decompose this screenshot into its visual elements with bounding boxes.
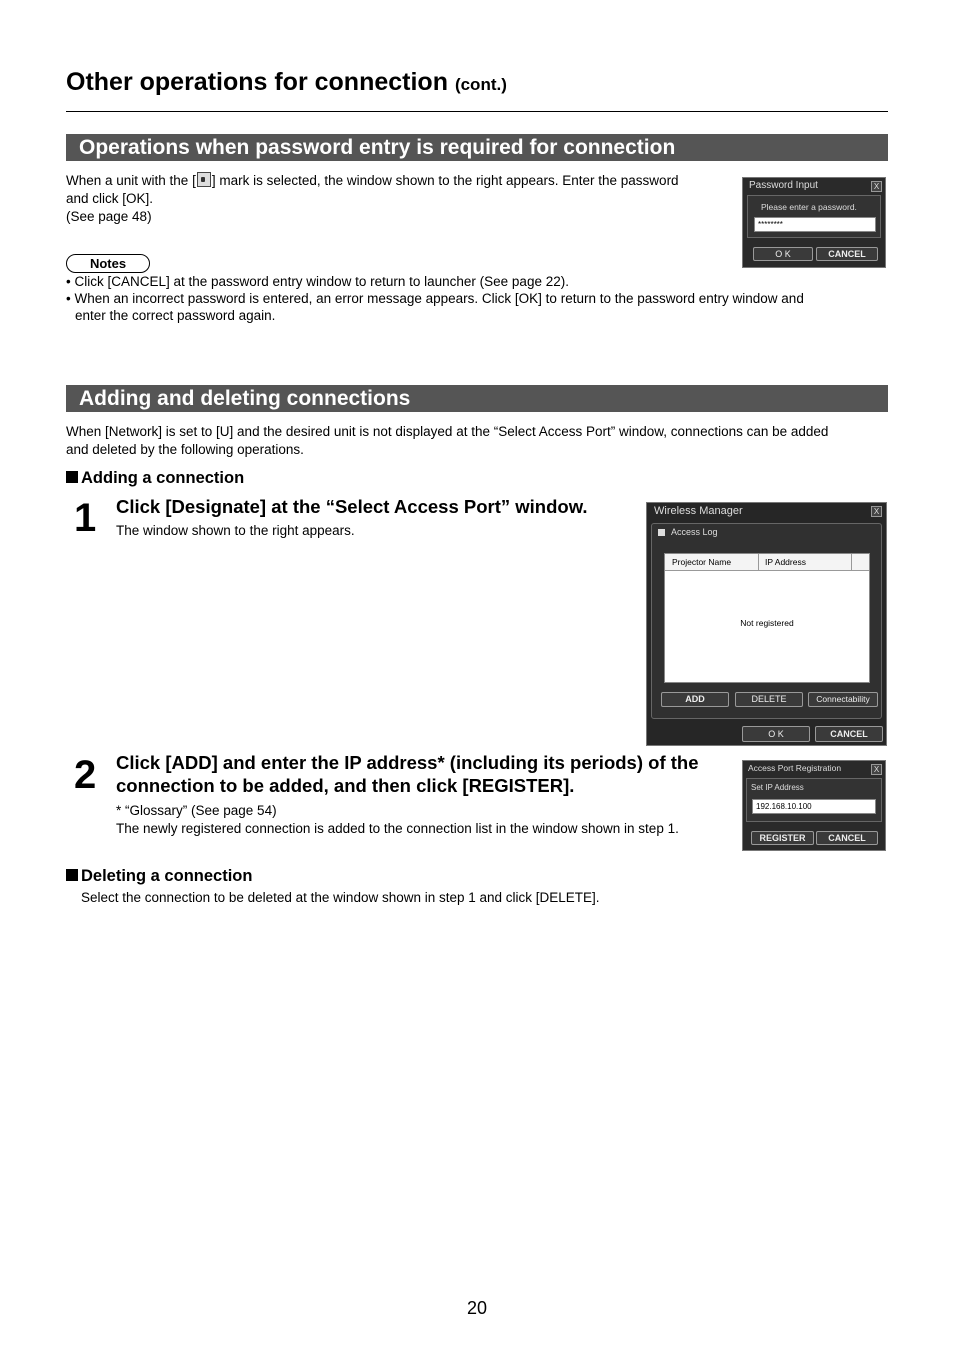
password-prompt: Please enter a password. xyxy=(761,202,857,212)
step-2-title xyxy=(116,751,736,797)
step-1-number: 1 xyxy=(74,496,97,540)
password-intro xyxy=(66,172,726,226)
page-number: 20 xyxy=(466,1298,488,1318)
password-field[interactable]: ******** xyxy=(754,217,876,232)
note-item: • When an incorrect password is entered, an error message appears. Click [OK] to return to the password entry window and xyxy=(66,291,804,306)
step-2-footnote: * “Glossary” (See page 54) xyxy=(116,803,277,818)
lock-icon xyxy=(197,172,211,187)
deleting-text: Select the connection to be deleted at the window shown in step 1 and click [DELETE]. xyxy=(81,890,600,905)
square-bullet-icon xyxy=(66,869,78,881)
registration-window-close-icon[interactable]: X xyxy=(871,764,882,775)
connection-list xyxy=(664,553,870,683)
password-window-panel xyxy=(747,195,881,238)
registration-window-title: Access Port Registration xyxy=(748,763,842,773)
wireless-cancel-button[interactable]: CANCEL xyxy=(815,726,883,742)
ip-address-field[interactable]: 192.168.10.100 xyxy=(752,799,876,814)
section-heading-connections: Adding and deleting connections xyxy=(66,385,888,412)
step-1-text: The window shown to the right appears. xyxy=(116,523,355,538)
password-intro-line2: and click [OK]. xyxy=(66,191,154,206)
password-intro-line3: (See page 48) xyxy=(66,209,152,224)
page-title-suffix: (cont.) xyxy=(454,75,507,94)
password-intro-line1: When a unit with the [ ] mark is selected, the window shown to the right appears. Enter the password xyxy=(66,173,679,188)
wireless-window-title: Wireless Manager xyxy=(654,505,743,517)
tab-access-log[interactable]: Access Log xyxy=(671,527,718,537)
wireless-window-close-icon[interactable]: X xyxy=(871,506,882,517)
column-divider xyxy=(758,554,759,570)
password-cancel-button[interactable]: CANCEL xyxy=(816,247,878,261)
step-2-number: 2 xyxy=(74,753,97,797)
password-ok-button[interactable]: O K xyxy=(753,247,813,261)
connections-intro-line1: When [Network] is set to [U] and the desired unit is not displayed at the “Select Access Port” window, connections can be added xyxy=(66,424,829,439)
password-window-title: Password Input xyxy=(749,180,818,191)
access-port-registration-window xyxy=(742,760,886,851)
connections-intro-line2: and deleted by the following operations. xyxy=(66,442,304,457)
wireless-window-panel xyxy=(651,523,882,719)
column-ip-address[interactable]: IP Address xyxy=(765,557,806,567)
registration-window-panel xyxy=(746,778,882,822)
password-window-close-icon[interactable]: X xyxy=(871,181,882,192)
step-2-text: The newly registered connection is added to the connection list in the window shown in step 1. xyxy=(116,821,679,836)
title-rule xyxy=(66,111,888,112)
connectability-button[interactable]: Connectability xyxy=(808,692,878,707)
page-title-text: Other operations for connection xyxy=(66,68,448,96)
wireless-manager-window xyxy=(646,502,887,746)
step-1-title: Click [Designate] at the “Select Access Port” window. xyxy=(116,496,588,517)
column-divider xyxy=(851,554,852,570)
step-2-title-line2: connection to be added, and then click [REGISTER]. xyxy=(116,775,575,796)
tab-bullet-icon xyxy=(658,529,665,536)
section-heading-password: Operations when password entry is required for connection xyxy=(66,134,888,161)
wireless-ok-button[interactable]: O K xyxy=(742,726,810,742)
deleting-heading: Deleting a connection xyxy=(66,867,252,886)
square-bullet-icon xyxy=(66,471,78,483)
password-input-window xyxy=(742,177,886,268)
add-button[interactable]: ADD xyxy=(661,692,729,707)
empty-list-text: Not registered xyxy=(740,618,794,628)
column-projector-name[interactable]: Projector Name xyxy=(672,557,732,567)
step-2-title-line1: Click [ADD] and enter the IP address* (including its periods) of the xyxy=(116,752,699,773)
connection-list-header xyxy=(665,554,869,571)
connections-intro xyxy=(66,423,896,459)
adding-heading: Adding a connection xyxy=(66,469,244,488)
note-item: • Click [CANCEL] at the password entry window to return to launcher (See page 22). xyxy=(66,274,569,289)
notes-label: Notes xyxy=(66,254,150,273)
page-title xyxy=(66,68,507,97)
delete-button[interactable]: DELETE xyxy=(735,692,803,707)
note-item-continuation: enter the correct password again. xyxy=(75,308,276,323)
registration-cancel-button[interactable]: CANCEL xyxy=(816,831,878,845)
register-button[interactable]: REGISTER xyxy=(751,831,814,845)
set-ip-address-label: Set IP Address xyxy=(751,783,804,792)
